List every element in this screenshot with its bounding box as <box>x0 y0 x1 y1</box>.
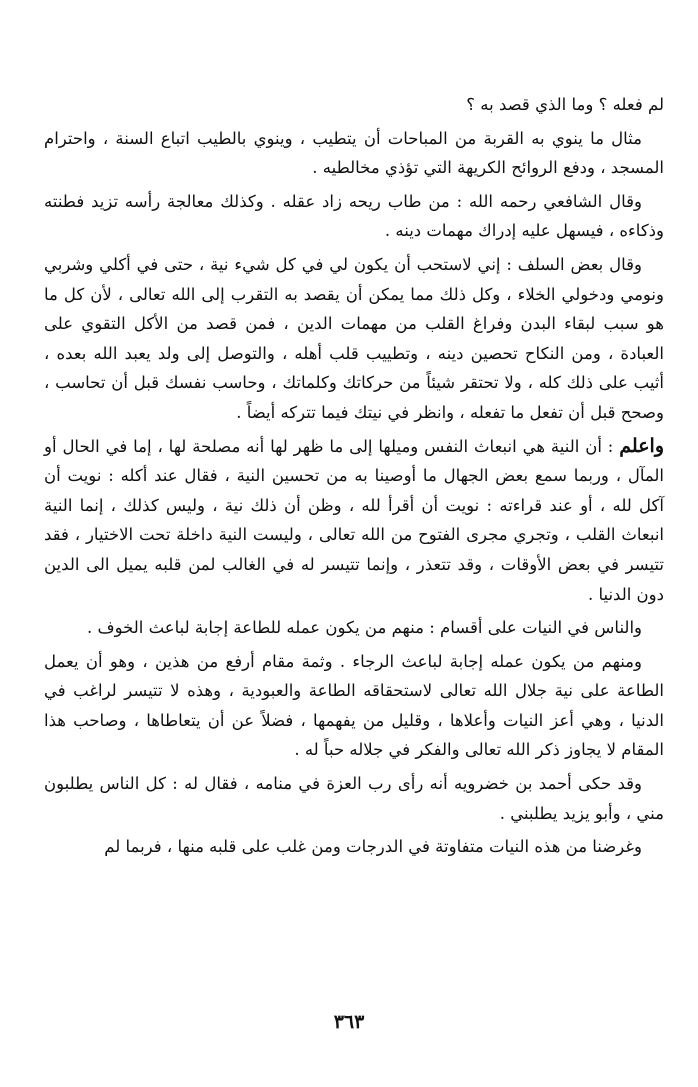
paragraph-7-text: ومنهم من يكون عمله إجابة لباعث الرجاء . وثمة مقام أرفع من هذين ، وهو أن يعمل الطاعة على نية جلال الله تعالى لاستحقاقه الطاعة والعبودية ، وهذه لا تتيسر لراغب في الدنيا ، وهي أعز النيات وأعلاها ، وقليل من يفهمها ، فضلاً عن أن يتعاطاها ، وصاحب هذا المقام لا يجاوز ذكر الله تعالى والفكر في جلاله حباً له . <box>44 651 664 760</box>
page-body <box>44 90 664 862</box>
paragraph-5-text: : أن النية هي انبعاث النفس وميلها إلى ما ظهر لها أنه مصلحة لها ، إما في الحال أو المآل ، وربما سمع بعض الجهال ما أوصينا به من تحسين النية ، فقال عند أكله : نويت أن آكل لله ، أو عند قراءته : نويت أن أقرأ لله ، وظن أن ذلك نية ، وليس كذلك ، إنما النية انبعاث القلب ، وتجري مجرى الفتوح من الله تعالى ، وليست النية داخلة تحت الاختيار ، فقد تتيسر في بعض الأوقات ، وقد تتعذر ، وإنما تتيسر له في الغالب لمن قلبه يميل الى الدين دون الدنيا . <box>44 436 664 604</box>
paragraph-5 <box>44 432 664 610</box>
paragraph-3-text: وقال الشافعي رحمه الله : من طاب ريحه زاد عقله . وكذلك معالجة رأسه تزيد فطنته وذكاءه ، فيسهل عليه إدراك مهمات دينه . <box>44 191 664 241</box>
paragraph-8-text: وقد حكى أحمد بن خضرويه أنه رأى رب العزة في منامه ، فقال له : كل الناس يطلبون مني ، وأبو يزيد يطلبني . <box>44 774 664 823</box>
paragraph-5-lead-word: واعلم <box>619 434 664 457</box>
paragraph-7 <box>44 647 664 765</box>
page-number: ٣٦٣ <box>333 1011 365 1033</box>
paragraph-9-text: وغرضنا من هذه النيات متفاوتة في الدرجات ومن غلب على قلبه منها ، فربما لم <box>104 837 642 857</box>
paragraph-4-text: وقال بعض السلف : إني لاستحب أن يكون لي في كل شيء نية ، حتى في أكلي وشربي ونومي ودخولي الخلاء ، وكل ذلك مما يمكن أن يقصد به التقرب إلى الله تعالى ، لأن كل ما هو سبب لبقاء البدن وفراغ القلب من مهمات الدين ، فمن قصد من الأكل التقوي على العبادة ، ومن النكاح تحصين دينه ، وتطييب قلب أهله ، والتوصل إلى ولد يعبد الله بعده ، أثيب على ذلك كله ، ولا تحتقر شيئاً من حركاتك وكلماتك ، وحاسب نفسك قبل أن تحاسب ، وصحح قبل أن تفعل ما تفعله ، وانظر في نيتك فيما تتركه أيضاً . <box>44 254 664 422</box>
paragraph-6-text: والناس في النيات على أقسام : منهم من يكون عمله للطاعة إجابة لباعث الخوف . <box>86 618 642 638</box>
paragraph-6 <box>44 613 664 643</box>
paragraph-4 <box>44 250 664 428</box>
paragraph-1-text: لم فعله ؟ وما الذي قصد به ؟ <box>466 95 664 114</box>
paragraph-9 <box>44 832 664 862</box>
paragraph-8 <box>44 769 664 828</box>
paragraph-2-text: مثال ما ينوي به القربة من المباحات أن يتطيب ، وينوي بالطيب اتباع السنة ، واحترام المسجد ، ودفع الروائح الكريهة التي تؤذي مخالطيه . <box>44 128 664 178</box>
paragraph-3 <box>44 187 664 246</box>
paragraph-2 <box>44 124 664 183</box>
paragraph-1 <box>44 90 664 120</box>
